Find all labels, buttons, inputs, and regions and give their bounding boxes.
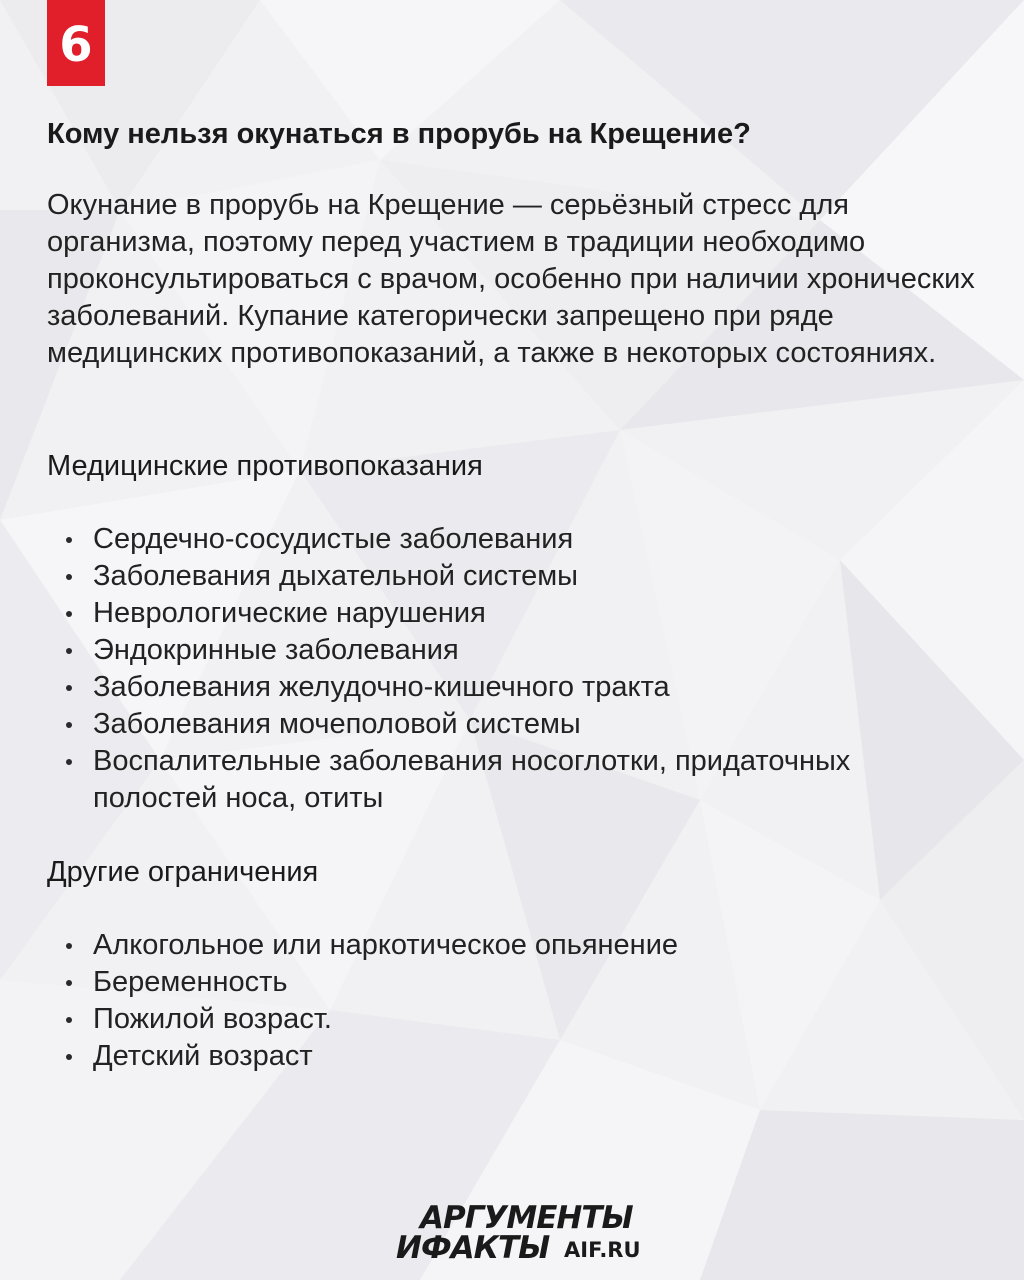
list-item [66,743,966,817]
bullet-icon [66,759,72,765]
list-item-text: Заболевания желудочно-кишечного тракта [93,671,670,703]
list-item [66,558,966,595]
list-item-text: Заболевания мочеполовой системы [93,708,581,740]
list-item [66,1038,966,1075]
list-item-text: Воспалительные заболевания носоглотки, придаточных полостей носа, отиты [93,745,851,814]
list-item [66,964,966,1001]
bullet-icon [66,1054,72,1060]
bullet-icon [66,611,72,617]
bullet-icon [66,943,72,949]
list-item-text: Пожилой возраст. [93,1003,332,1035]
page-number-badge: 6 [47,0,105,86]
bullet-icon [66,1017,72,1023]
medical-contraindications-heading: Медицинские противопоказания [47,450,483,482]
bullet-icon [66,537,72,543]
bullet-icon [66,574,72,580]
aif-logo [392,1196,662,1268]
list-item-text: Детский возраст [93,1040,313,1072]
bullet-icon [66,648,72,654]
list-item-text: Сердечно-сосудистые заболевания [93,523,574,555]
list-item-text: Заболевания дыхательной системы [93,560,579,592]
logo-line-1: АРГУМЕНТЫ [420,1200,633,1236]
logo-site: AIF.RU [564,1238,641,1262]
bullet-icon [66,685,72,691]
other-restrictions-list [66,927,966,1075]
list-item [66,595,966,632]
other-restrictions-heading: Другие ограничения [47,856,319,888]
list-item-text: Эндокринные заболевания [93,634,459,666]
list-item [66,1001,966,1038]
bullet-icon [66,722,72,728]
list-item-text: Беременность [93,966,288,998]
list-item [66,632,966,669]
list-item-text: Алкогольное или наркотическое опьянение [93,929,679,961]
list-item [66,669,966,706]
list-item-text: Неврологические нарушения [93,597,486,629]
list-item [66,521,966,558]
logo-line-2: ИФАКТЫ [396,1230,550,1266]
page-title: Кому нельзя окунаться в прорубь на Крещение? [47,118,751,150]
list-item [66,706,966,743]
intro-paragraph: Окунание в прорубь на Крещение — серьёзный стресс для организма, поэтому перед участием в традиции необходимо проконсультироваться с врачом, особенно при наличии хронических заболеваний. Купание категорически запрещено при ряде медицинских противопоказаний, а также в некоторых состояниях. [47,189,975,369]
list-item [66,927,966,964]
medical-contraindications-list [66,521,966,817]
bullet-icon [66,980,72,986]
